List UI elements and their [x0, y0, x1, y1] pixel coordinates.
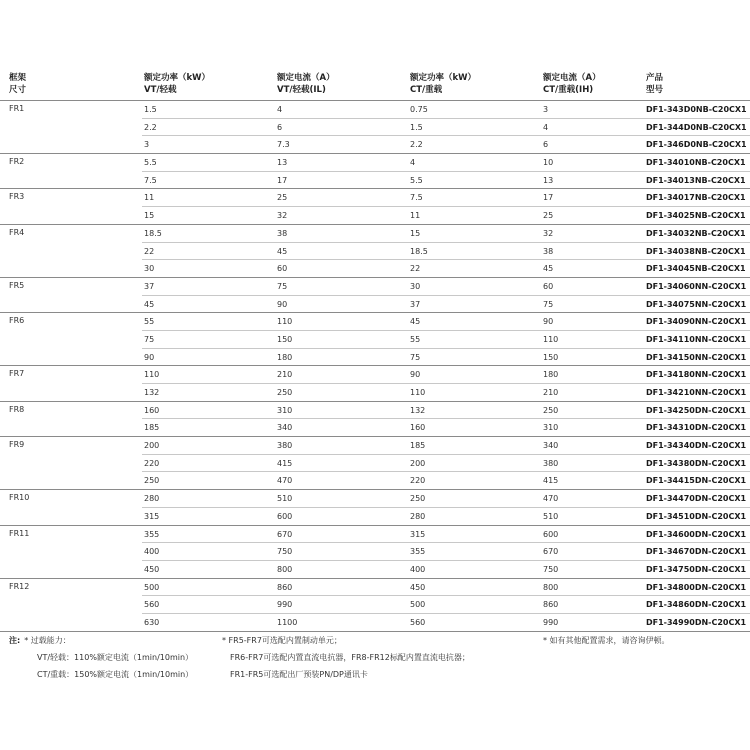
header-vt-current-line1: 额定电流（A）: [277, 73, 335, 83]
model-cell: DF1-346D0NB-C20CX1: [646, 140, 747, 150]
vt-power-cell: 30: [144, 264, 155, 274]
vt-current-cell: 7.3: [277, 140, 290, 150]
note-contact-eaton: * 如有其他配置需求，请咨询伊顿。: [543, 636, 670, 645]
ct-current-cell: 470: [543, 494, 559, 504]
frame-size-label: FR6: [9, 316, 25, 326]
ct-power-cell: 185: [410, 441, 426, 451]
ct-current-cell: 13: [543, 175, 554, 185]
vt-power-cell: 200: [144, 441, 160, 451]
table-row: [0, 402, 750, 419]
ct-power-cell: 1.5: [410, 122, 423, 132]
model-cell: DF1-34025NB-C20CX1: [646, 211, 746, 221]
model-cell: DF1-34010NB-C20CX1: [646, 158, 746, 168]
ct-current-cell: 75: [543, 299, 554, 309]
header-ct-current: [543, 72, 601, 96]
model-cell: DF1-34470DN-C20CX1: [646, 494, 747, 504]
ct-current-cell: 340: [543, 441, 559, 451]
vt-power-cell: 45: [144, 299, 155, 309]
table-row: [142, 171, 750, 189]
vt-power-cell: 1.5: [144, 105, 157, 114]
ct-power-cell: 2.2: [410, 140, 423, 150]
table-row: [142, 118, 750, 136]
frame-size-label: FR12: [9, 581, 30, 591]
vt-power-cell: 400: [144, 547, 160, 557]
vt-power-cell: 450: [144, 564, 160, 574]
model-cell: DF1-34670DN-C20CX1: [646, 547, 747, 557]
header-vt-current-line2: VT/轻载(IL): [277, 85, 326, 95]
table-row: [0, 278, 750, 295]
ct-power-cell: 110: [410, 388, 426, 397]
ct-current-cell: 3: [543, 105, 549, 114]
ct-power-cell: 37: [410, 299, 421, 309]
table-row: [142, 507, 750, 525]
table-row: [142, 330, 750, 348]
header-vt-power: [144, 72, 210, 96]
model-cell: DF1-34340DN-C20CX1: [646, 441, 747, 451]
header-ct-current-line2: CT/重载(IH): [543, 85, 594, 95]
note-vt-overload: VT/轻载：110%额定电流（1min/10min）: [37, 653, 194, 662]
frame-size-label: FR3: [9, 192, 25, 202]
notes-column-1: [9, 632, 193, 683]
ct-power-cell: 90: [410, 370, 421, 380]
model-cell: DF1-34210NN-C20CX1: [646, 388, 747, 397]
model-cell: DF1-34075NN-C20CX1: [646, 299, 747, 309]
table-row: [142, 259, 750, 277]
vt-power-cell: 7.5: [144, 175, 157, 185]
frame-group: [0, 312, 750, 365]
notes-column-2: [222, 632, 470, 683]
header-product-line1: 产品: [646, 73, 664, 83]
ct-current-cell: 380: [543, 458, 559, 468]
model-cell: DF1-34180NN-C20CX1: [646, 370, 747, 380]
vt-power-cell: 250: [144, 476, 160, 486]
vt-current-cell: 25: [277, 193, 288, 203]
note-dc-reactor: FR6-FR7可选配内置直流电抗器，FR8-FR12标配内置直流电抗器；: [230, 653, 470, 662]
header-vt-power-line2: VT/轻载: [144, 85, 177, 95]
model-cell: DF1-34060NN-C20CX1: [646, 281, 747, 291]
frame-group: [0, 365, 750, 400]
header-frame-line1: 框架: [9, 73, 27, 83]
vt-power-cell: 280: [144, 494, 160, 504]
ct-current-cell: 990: [543, 617, 559, 627]
model-cell: DF1-34038NB-C20CX1: [646, 246, 746, 256]
vt-current-cell: 510: [277, 494, 293, 504]
vt-current-cell: 415: [277, 458, 293, 468]
table-row: [0, 225, 750, 242]
table-row: [0, 490, 750, 507]
model-cell: DF1-34800DN-C20CX1: [646, 582, 747, 592]
frame-size-label: FR4: [9, 227, 25, 237]
vt-current-cell: 6: [277, 122, 283, 132]
vt-power-cell: 220: [144, 458, 160, 468]
frame-size-label: FR5: [9, 280, 25, 290]
vt-current-cell: 45: [277, 246, 288, 256]
spec-table: [0, 100, 750, 632]
model-cell: DF1-34860DN-C20CX1: [646, 600, 747, 610]
header-product-line2: 型号: [646, 85, 664, 95]
vt-power-cell: 37: [144, 281, 155, 291]
vt-current-cell: 150: [277, 334, 293, 344]
ct-power-cell: 45: [410, 317, 421, 327]
vt-power-cell: 11: [144, 193, 155, 203]
ct-power-cell: 55: [410, 334, 421, 344]
table-row: [0, 366, 750, 383]
table-row: [142, 348, 750, 366]
ct-power-cell: 22: [410, 264, 421, 274]
ct-current-cell: 90: [543, 317, 554, 327]
header-ct-current-line1: 额定电流（A）: [543, 73, 601, 83]
model-cell: DF1-34013NB-C20CX1: [646, 175, 746, 185]
frame-group: [0, 188, 750, 223]
ct-current-cell: 250: [543, 405, 559, 415]
note-comm-card: FR1-FR5可选配出厂预装PN/DP通讯卡: [230, 670, 368, 679]
ct-power-cell: 75: [410, 352, 421, 362]
vt-current-cell: 90: [277, 299, 288, 309]
ct-current-cell: 210: [543, 388, 559, 397]
vt-current-cell: 340: [277, 423, 293, 433]
vt-current-cell: 60: [277, 264, 288, 274]
frame-group: [0, 525, 750, 578]
vt-current-cell: 860: [277, 582, 293, 592]
model-cell: DF1-34600DN-C20CX1: [646, 529, 747, 539]
vt-current-cell: 17: [277, 175, 288, 185]
vt-power-cell: 90: [144, 352, 155, 362]
vt-current-cell: 38: [277, 228, 288, 238]
model-cell: DF1-34017NB-C20CX1: [646, 193, 746, 203]
ct-power-cell: 30: [410, 281, 421, 291]
table-row: [142, 418, 750, 436]
header-frame-line2: 尺寸: [9, 85, 27, 95]
table-row: [0, 189, 750, 206]
ct-power-cell: 18.5: [410, 246, 428, 256]
model-cell: DF1-34310DN-C20CX1: [646, 423, 747, 433]
frame-size-label: FR2: [9, 157, 25, 167]
ct-power-cell: 15: [410, 228, 421, 238]
model-cell: DF1-34110NN-C20CX1: [646, 334, 747, 344]
ct-power-cell: 5.5: [410, 175, 423, 185]
table-row: [0, 154, 750, 171]
table-row: [142, 383, 750, 401]
table-row: [142, 242, 750, 260]
ct-current-cell: 60: [543, 281, 554, 291]
vt-power-cell: 3: [144, 140, 150, 150]
header-vt-power-line1: 额定功率（kW）: [144, 73, 211, 83]
header-frame: [9, 72, 26, 96]
vt-current-cell: 470: [277, 476, 293, 486]
table-row: [0, 526, 750, 543]
vt-current-cell: 110: [277, 317, 293, 327]
table-row: [142, 206, 750, 224]
vt-current-cell: 750: [277, 547, 293, 557]
table-row: [142, 560, 750, 578]
vt-current-cell: 180: [277, 352, 293, 362]
ct-current-cell: 670: [543, 547, 559, 557]
frame-size-label: FR1: [9, 104, 25, 113]
ct-power-cell: 355: [410, 547, 426, 557]
note-overload-title: [9, 632, 193, 649]
vt-current-cell: 800: [277, 564, 293, 574]
vt-current-cell: 250: [277, 388, 293, 397]
vt-current-cell: 210: [277, 370, 293, 380]
frame-group: [0, 277, 750, 312]
ct-power-cell: 560: [410, 617, 426, 627]
table-row: [0, 101, 750, 118]
model-cell: DF1-34090NN-C20CX1: [646, 317, 747, 327]
ct-current-cell: 38: [543, 246, 554, 256]
vt-current-cell: 990: [277, 600, 293, 610]
ct-power-cell: 220: [410, 476, 426, 486]
vt-power-cell: 75: [144, 334, 155, 344]
ct-power-cell: 400: [410, 564, 426, 574]
notes-column-3: [543, 632, 670, 649]
model-cell: DF1-344D0NB-C20CX1: [646, 122, 747, 132]
vt-current-cell: 4: [277, 105, 283, 114]
frame-size-label: FR8: [9, 404, 25, 414]
table-row: [142, 595, 750, 613]
frame-size-label: FR10: [9, 493, 30, 503]
vt-power-cell: 5.5: [144, 158, 157, 168]
frame-group: [0, 578, 750, 631]
ct-current-cell: 800: [543, 582, 559, 592]
vt-current-cell: 75: [277, 281, 288, 291]
frame-size-label: FR9: [9, 440, 25, 450]
vt-power-cell: 185: [144, 423, 160, 433]
model-cell: DF1-34045NB-C20CX1: [646, 264, 746, 274]
ct-power-cell: 4: [410, 158, 416, 168]
frame-group: [0, 224, 750, 277]
ct-current-cell: 10: [543, 158, 554, 168]
ct-current-cell: 32: [543, 228, 554, 238]
table-row: [142, 135, 750, 153]
model-cell: DF1-34032NB-C20CX1: [646, 228, 746, 238]
vt-current-cell: 1100: [277, 617, 298, 627]
header-ct-power-line2: CT/重载: [410, 85, 443, 95]
ct-current-cell: 860: [543, 600, 559, 610]
ct-power-cell: 450: [410, 582, 426, 592]
vt-power-cell: 560: [144, 600, 160, 610]
vt-current-cell: 310: [277, 405, 293, 415]
vt-current-cell: 670: [277, 529, 293, 539]
header-ct-power-line1: 额定功率（kW）: [410, 73, 477, 83]
ct-current-cell: 750: [543, 564, 559, 574]
vt-power-cell: 355: [144, 529, 160, 539]
vt-power-cell: 15: [144, 211, 155, 221]
ct-power-cell: 280: [410, 511, 426, 521]
ct-current-cell: 110: [543, 334, 559, 344]
note-ct-overload: CT/重载：150%额定电流（1min/10min）: [37, 670, 194, 679]
model-cell: DF1-34150NN-C20CX1: [646, 352, 747, 362]
vt-power-cell: 132: [144, 388, 160, 397]
frame-group: [0, 489, 750, 524]
frame-size-label: FR7: [9, 369, 25, 379]
ct-power-cell: 500: [410, 600, 426, 610]
ct-power-cell: 250: [410, 494, 426, 504]
ct-current-cell: 415: [543, 476, 559, 486]
frame-group: [0, 436, 750, 489]
table-row: [0, 313, 750, 330]
table-row: [142, 542, 750, 560]
header-product: [646, 72, 663, 96]
vt-current-cell: 13: [277, 158, 288, 168]
frame-size-label: FR11: [9, 528, 30, 538]
ct-current-cell: 600: [543, 529, 559, 539]
ct-power-cell: 132: [410, 405, 426, 415]
ct-current-cell: 17: [543, 193, 554, 203]
header-ct-power: [410, 72, 476, 96]
header-vt-current: [277, 72, 335, 96]
model-cell: DF1-34750DN-C20CX1: [646, 564, 747, 574]
ct-power-cell: 0.75: [410, 105, 428, 114]
table-row: [0, 579, 750, 596]
vt-current-cell: 32: [277, 211, 288, 221]
ct-current-cell: 150: [543, 352, 559, 362]
note-braking-unit: * FR5-FR7可选配内置制动单元；: [222, 636, 342, 645]
vt-power-cell: 500: [144, 582, 160, 592]
vt-current-cell: 380: [277, 441, 293, 451]
vt-power-cell: 630: [144, 617, 160, 627]
ct-power-cell: 315: [410, 529, 426, 539]
table-row: [142, 454, 750, 472]
frame-group: [0, 153, 750, 188]
model-cell: DF1-34380DN-C20CX1: [646, 458, 747, 468]
note-text: * 过载能力：: [24, 636, 71, 645]
ct-current-cell: 310: [543, 423, 559, 433]
ct-current-cell: 6: [543, 140, 549, 150]
vt-power-cell: 160: [144, 405, 160, 415]
ct-power-cell: 160: [410, 423, 426, 433]
ct-power-cell: 200: [410, 458, 426, 468]
vt-power-cell: 55: [144, 317, 155, 327]
vt-current-cell: 600: [277, 511, 293, 521]
vt-power-cell: 2.2: [144, 122, 157, 132]
ct-current-cell: 4: [543, 122, 549, 132]
table-row: [142, 613, 750, 631]
model-cell: DF1-34415DN-C20CX1: [646, 476, 747, 486]
table-row: [142, 471, 750, 489]
notes-label: 注:: [9, 636, 21, 645]
model-cell: DF1-34990DN-C20CX1: [646, 617, 747, 627]
ct-current-cell: 45: [543, 264, 554, 274]
table-row: [0, 437, 750, 454]
ct-power-cell: 11: [410, 211, 421, 221]
model-cell: DF1-34510DN-C20CX1: [646, 511, 747, 521]
frame-group: [0, 100, 750, 153]
vt-power-cell: 315: [144, 511, 160, 521]
ct-power-cell: 7.5: [410, 193, 423, 203]
model-cell: DF1-34250DN-C20CX1: [646, 405, 747, 415]
table-row: [142, 295, 750, 313]
vt-power-cell: 22: [144, 246, 155, 256]
vt-power-cell: 110: [144, 370, 160, 380]
vt-power-cell: 18.5: [144, 228, 162, 238]
model-cell: DF1-343D0NB-C20CX1: [646, 105, 747, 114]
ct-current-cell: 510: [543, 511, 559, 521]
frame-group: [0, 401, 750, 436]
ct-current-cell: 25: [543, 211, 554, 221]
ct-current-cell: 180: [543, 370, 559, 380]
